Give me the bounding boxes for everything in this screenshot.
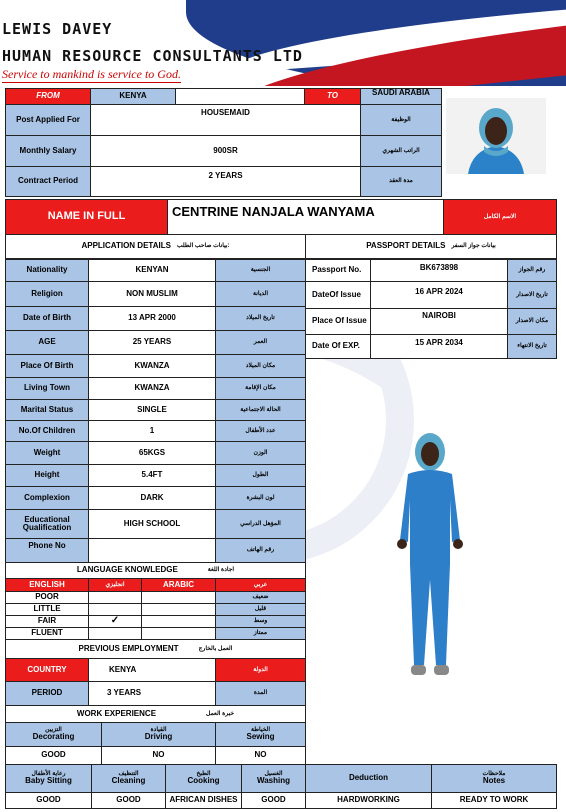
deduction-header: Deduction [305,764,432,793]
contract-value: 2 YEARS [90,166,361,197]
to-label: TO [304,88,361,105]
expiry-date-ar: تاريخ الانتهاء [507,334,557,359]
religion-label: Religion [5,281,89,307]
living-town-ar: مكان الإقامة [215,377,306,400]
decorating-value: GOOD [5,746,102,765]
driving-ar: القيادة [150,727,167,734]
cleaning-header [91,764,166,793]
issue-date-label: DateOf Issue [305,281,371,309]
children-value: 1 [88,420,216,442]
name-value: CENTRINE NANJALA WANYAMA [167,199,444,235]
sewing-value: NO [215,746,306,765]
full-body-photo [380,430,480,690]
company-subtitle: HUMAN RESOURCE CONSULTANTS LTD [2,47,303,65]
dob-value: 13 APR 2000 [88,306,216,331]
living-town-value: KWANZA [88,377,216,400]
sewing-header [215,722,306,747]
deduction-value: HARDWORKING [305,792,432,809]
issue-place-value: NAIROBI [370,308,508,335]
work-experience-header [5,705,306,723]
work-experience-title-ar: خبرة العمل [206,710,235,717]
cooking-header [165,764,242,793]
level-fluent-ar: ممتاز [215,627,306,640]
language-header [5,562,306,579]
english-label: ENGLISH [29,579,65,589]
expiry-date-value: 15 APR 2034 [370,334,508,359]
washing-ar: الغسيل [264,771,283,778]
period-value: 3 YEARS [88,681,216,706]
phone-value [88,538,216,563]
level-fair-label: FAIR [5,615,89,628]
education-value: HIGH SCHOOL [88,509,216,539]
height-ar: الطول [215,464,306,487]
age-label: AGE [5,330,89,355]
religion-value: NON MUSLIM [88,281,216,307]
complexion-ar: لون البشرة [215,486,306,510]
height-label: Height [5,464,89,487]
nationality-ar: الجنسية [215,259,306,282]
cooking-ar: الطبخ [196,771,211,778]
contract-ar: مدة العقد [360,166,442,197]
children-ar: عدد الأطفال [215,420,306,442]
contract-label: Contract Period [5,166,91,197]
baby-sitting-label: Baby Sitting [25,776,72,786]
education-label: Educational Qualification [5,509,89,539]
decorating-label: Decorating [32,732,75,742]
application-details-title: APPLICATION DETAILS [81,241,171,251]
passport-details-ar: بيانات جواز السفر [451,243,496,250]
marital-status-ar: الحالة الاجتماعية [215,399,306,421]
headshot-photo [446,98,546,174]
cleaning-value: GOOD [91,792,166,809]
to-value: SAUDI ARABIA [360,88,442,105]
weight-label: Weight [5,441,89,465]
salary-label: Monthly Salary [5,135,91,167]
post-value: HOUSEMAID [90,104,361,136]
sewing-ar: الخياطة [251,727,270,734]
employment-header [5,639,306,659]
passport-no-label: Passport No. [305,259,371,282]
sewing-label: Sewing [246,732,275,742]
level-poor-ar: ضعيف [215,591,306,604]
passport-no-ar: رقم الجواز [507,259,557,282]
notes-header [431,764,557,793]
from-value: KENYA [90,88,176,105]
religion-ar: الديانة [215,281,306,307]
passport-no-value: BK673898 [370,259,508,282]
weight-value: 65KGS [88,441,216,465]
age-value: 25 YEARS [88,330,216,355]
nationality-value: KENYAN [88,259,216,282]
employment-title: PREVIOUS EMPLOYMENT [78,643,179,653]
place-of-birth-ar: مكان الميلاد [215,354,306,378]
from-label: FROM [5,88,91,105]
notes-ar: ملاحظات [482,771,506,778]
level-fluent-label: FLUENT [5,627,89,640]
cleaning-label: Cleaning [111,776,146,786]
arabic-header-ar: عربي [215,578,306,592]
issue-place-ar: مكان الاصدار [507,308,557,335]
level-little-label: LITTLE [5,603,89,616]
name-ar: الاسم الكامل [443,199,557,235]
cooking-value: AFRICAN DISHES [165,792,242,809]
language-title: LANGUAGE KNOWLEDGE [76,565,178,575]
marital-status-label: Marital Status [5,399,89,421]
children-label: No.Of Children [5,420,89,442]
dob-label: Date of Birth [5,306,89,331]
headshot-illustration [446,98,546,174]
english-header [5,578,89,592]
place-of-birth-label: Place Of Birth [5,354,89,378]
cooking-label: Cooking [187,776,220,786]
weight-ar: الوزن [215,441,306,465]
cleaning-ar: التنظيف [118,771,139,778]
baby-sitting-header [5,764,92,793]
decorating-header [5,722,102,747]
period-label: PERIOD [5,681,89,706]
company-name: LEWIS DAVEY [2,20,113,38]
issue-date-value: 16 APR 2024 [370,281,508,309]
salary-ar: الراتب الشهري [360,135,442,167]
level-little-ar: قليل [215,603,306,616]
arabic-header: ARABIC [141,578,216,592]
phone-label: Phone No [5,538,89,563]
passport-details-header [305,234,557,259]
dob-ar: تاريخ الميلاد [215,306,306,331]
notes-value: READY TO WORK [431,792,557,809]
decorating-ar: التزيين [45,727,62,734]
salary-value: 900SR [90,135,361,167]
work-experience-title: WORK EXPERIENCE [76,708,157,718]
complexion-label: Complexion [5,486,89,510]
height-value: 5.4FT [88,464,216,487]
issue-place-label: Place Of Issue [305,308,371,335]
english-header-ar: انجليزي [88,578,142,592]
washing-header [241,764,306,793]
from-spacer [175,88,305,105]
washing-value: GOOD [241,792,306,809]
age-ar: العمر [215,330,306,355]
nationality-label: Nationality [5,259,89,282]
living-town-label: Living Town [5,377,89,400]
country-ar: الدولة [215,658,306,682]
employment-title-ar: العمل بالخارج [198,645,233,652]
issue-date-ar: تاريخ الاصدار [507,281,557,309]
driving-value: NO [101,746,216,765]
baby-sitting-value: GOOD [5,792,92,809]
driving-label: Driving [144,732,173,742]
name-label: NAME IN FULL [5,199,168,235]
expiry-date-label: Date Of EXP. [305,334,371,359]
driving-header [101,722,216,747]
complexion-value: DARK [88,486,216,510]
company-tagline: Service to mankind is service to God. [2,67,181,81]
country-label: COUNTRY [5,658,89,682]
education-ar: المؤهل الدراسي [215,509,306,539]
marital-status-value: SINGLE [88,399,216,421]
letterhead [0,0,566,86]
level-poor-label: POOR [5,591,89,604]
level-fair-english-check: ✓ [88,615,142,628]
phone-ar: رقم الهاتف [215,538,306,563]
passport-details-title: PASSPORT DETAILS [366,241,446,251]
period-ar: المدة [215,681,306,706]
application-details-header [5,234,306,259]
language-title-ar: اجادة اللغة [207,567,235,574]
application-details-ar: بيانات صاحب الطلب: [176,243,230,250]
place-of-birth-value: KWANZA [88,354,216,378]
level-fair-ar: وسط [215,615,306,628]
country-value: KENYA [88,658,216,682]
full-body-illustration [380,430,480,690]
post-ar: الوظيفة [360,104,442,136]
baby-sitting-ar: رعاية الأطفال [31,771,66,778]
post-label: Post Applied For [5,104,91,136]
notes-label: Notes [482,776,506,786]
washing-label: Washing [256,776,291,786]
